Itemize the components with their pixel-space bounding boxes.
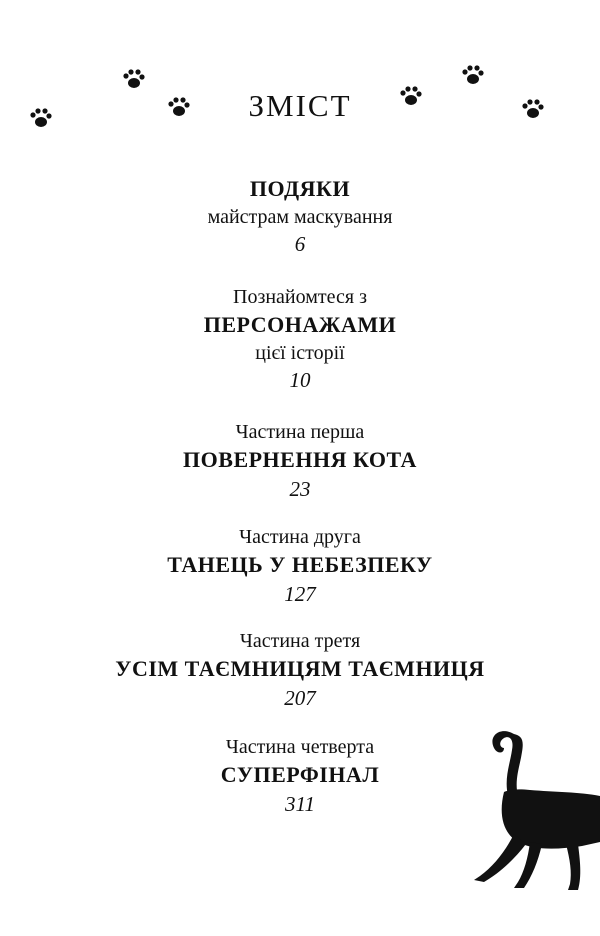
toc-entry-title: ПЕРСОНАЖАМИ (203, 312, 397, 337)
toc-entry-pretitle: Познайомтеся з (233, 286, 367, 308)
toc-entry-title: СУПЕРФІНАЛ (220, 762, 380, 787)
toc-entry-part-2[interactable] (0, 524, 600, 608)
toc-entry-title: УСІМ ТАЄМНИЦЯМ ТАЄМНИЦЯ (115, 656, 485, 681)
toc-entry-subtitle: цієї історії (255, 342, 345, 364)
toc-entry-characters[interactable] (0, 284, 600, 394)
toc-entry-part-3[interactable] (0, 628, 600, 712)
toc-entry-page-number: 10 (289, 368, 311, 392)
black-cat-icon (470, 726, 600, 896)
toc-entry-page-number: 23 (289, 477, 311, 501)
toc-entry-pretitle: Частина четверта (225, 736, 375, 758)
toc-entry-subtitle: майстрам маскування (207, 206, 393, 228)
toc-entry-acknowledgements[interactable] (0, 174, 600, 258)
toc-entry-title: ПОВЕРНЕННЯ КОТА (183, 447, 417, 472)
toc-entry-pretitle: Частина друга (239, 526, 361, 548)
toc-entry-part-1[interactable] (0, 419, 600, 503)
paw-print-icon (460, 63, 486, 87)
toc-entry-page-number: 6 (294, 232, 306, 256)
toc-entry-title: ТАНЕЦЬ У НЕБЕЗПЕКУ (167, 552, 433, 577)
toc-entry-page-number: 207 (284, 686, 316, 710)
toc-entry-pretitle: Частина перша (235, 421, 365, 443)
toc-entry-pretitle: Частина третя (239, 630, 361, 652)
page-title: ЗМІСТ (248, 88, 352, 123)
toc-entry-page-number: 127 (284, 582, 316, 606)
toc-entry-page-number: 311 (285, 792, 315, 816)
toc-entry-title: ПОДЯКИ (249, 176, 351, 201)
